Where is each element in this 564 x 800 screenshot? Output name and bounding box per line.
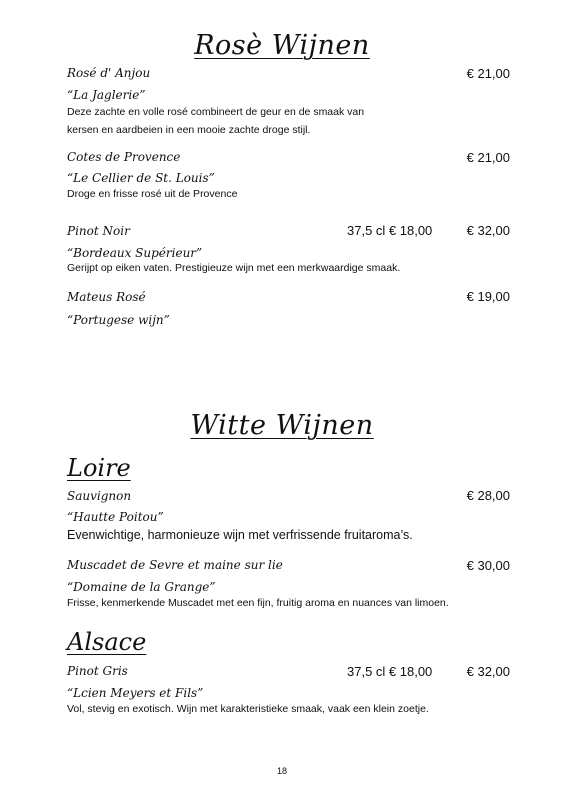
section-title-white: Witte Wijnen [190, 410, 374, 441]
wine-subtitle: “Domaine de la Grange” [67, 580, 216, 594]
wine-subtitle: “Portugese wijn” [67, 313, 170, 327]
wine-name: Sauvignon [67, 489, 132, 503]
description-line: Frisse, kenmerkende Muscadet met een fijn, fruitig aroma en nuances van limoen. [67, 597, 449, 609]
wine-description [67, 594, 527, 612]
wine-price: € 19,00 [466, 289, 510, 304]
page-number: 18 [276, 766, 287, 776]
wine-price: € 21,00 [466, 150, 510, 165]
wine-name: Cotes de Provence [67, 150, 181, 164]
wine-description [67, 259, 487, 277]
section-title-rose: Rosè Wijnen [194, 30, 370, 61]
description-line: Evenwichtige, harmonieuze wijn met verfrissende fruitaroma’s. [67, 528, 413, 542]
region-title-loire: Loire [67, 454, 131, 482]
wine-price: € 28,00 [466, 488, 510, 503]
wine-half-bottle-price: 37,5 cl € 18,00 [347, 223, 433, 238]
wine-name: Mateus Rosé [67, 290, 146, 304]
wine-price: € 32,00 [466, 223, 510, 238]
wine-name: Muscadet de Sevre et maine sur lie [67, 558, 283, 572]
wine-subtitle: “Lcien Meyers et Fils” [67, 686, 204, 700]
description-line: Vol, stevig en exotisch. Wijn met karakteristieke smaak, vaak een klein zoetje. [67, 703, 429, 715]
description-line: kersen en aardbeien in een mooie zachte droge stijl. [67, 124, 311, 136]
wine-description [67, 185, 487, 203]
wine-name: Pinot Noir [67, 224, 130, 238]
wine-description [67, 526, 527, 544]
wine-price: € 30,00 [466, 558, 510, 573]
wine-name: Rosé d' Anjou [67, 66, 151, 80]
description-line: Droge en frisse rosé uit de Provence [67, 188, 238, 200]
description-line: Deze zachte en volle rosé combineert de geur en de smaak van [67, 106, 365, 118]
region-title-alsace: Alsace [67, 628, 147, 656]
wine-subtitle: “Bordeaux Supérieur” [67, 246, 203, 260]
wine-half-bottle-price: 37,5 cl € 18,00 [347, 664, 433, 679]
wine-description [67, 103, 487, 139]
wine-subtitle: “La Jaglerie” [67, 88, 146, 102]
description-line: Gerijpt op eiken vaten. Prestigieuze wijn met een merkwaardige smaak. [67, 262, 401, 274]
wine-name: Pinot Gris [67, 664, 128, 678]
wine-price: € 21,00 [466, 66, 510, 81]
wine-subtitle: “Hautte Poitou” [67, 510, 164, 524]
wine-price: € 32,00 [466, 664, 510, 679]
wine-subtitle: “Le Cellier de St. Louis” [67, 171, 215, 185]
wine-description [67, 700, 527, 718]
